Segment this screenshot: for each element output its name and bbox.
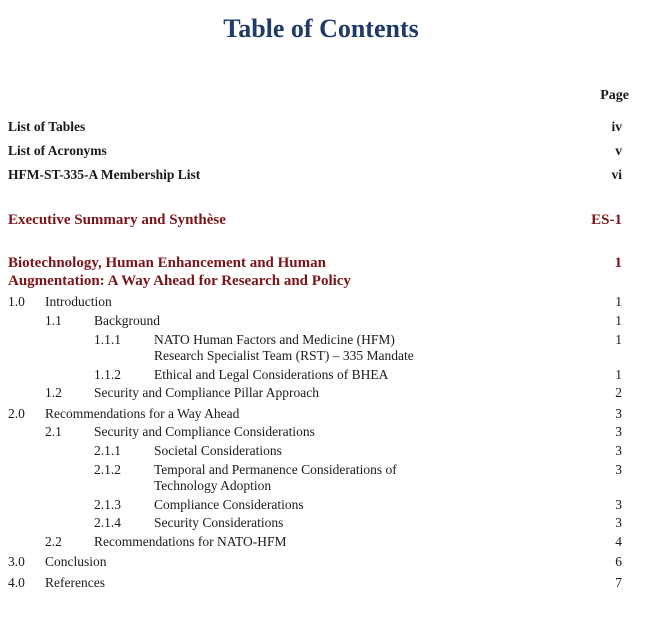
toc-entry-label: Temporal and Permanence Considerations of [154,462,397,477]
toc-entry-label: Ethical and Legal Considerations of BHEA [154,367,389,382]
toc-entry-label: Security and Compliance Considerations [94,424,315,439]
toc-entry-page: 7 [615,575,622,590]
toc-entry-page: 4 [615,534,622,549]
toc-entry-number: 3.0 [8,554,25,569]
toc-entry-label: List of Acronyms [8,143,107,158]
toc-entry-page: 3 [615,424,622,439]
toc-entry-page: 2 [615,385,622,400]
toc-entry-label: Compliance Considerations [154,497,304,512]
toc-entry-number: 2.0 [8,406,25,421]
toc-entry-label: Security Considerations [154,515,284,530]
toc-entry-label: NATO Human Factors and Medicine (HFM) [154,332,395,347]
toc-entry-label: References [45,575,105,590]
toc-entry-number: 1.1.2 [94,367,121,382]
toc-entry-number: 1.1 [45,313,62,328]
toc-entry-page: 1 [615,313,622,328]
toc-entry-label: Societal Considerations [154,443,282,458]
toc-entry-page: iv [611,119,622,134]
toc-entry-number: 1.1.1 [94,332,121,347]
toc-entry-label: Executive Summary and Synthèse [8,212,226,228]
chapter-title-line2: Augmentation: A Way Ahead for Research and Policy [8,273,351,289]
page-title: Table of Contents [223,14,419,43]
toc-entry-number: 1.2 [45,385,62,400]
toc-entry-number: 4.0 [8,575,25,590]
toc-entry-label-cont: Research Specialist Team (RST) – 335 Mandate [154,348,414,363]
toc-entry-page: 3 [615,515,622,530]
toc-entry-page: 1 [615,294,622,309]
toc-entry-page: vi [611,167,622,182]
toc-entry-label: Recommendations for a Way Ahead [45,406,240,421]
toc-entry-page: 1 [615,367,622,382]
page-column-header: Page [600,88,629,103]
toc-entry-page: 1 [614,255,622,271]
toc-entry-label-cont: Technology Adoption [154,478,272,493]
toc-entry-page: 6 [615,554,622,569]
toc-entry-label: List of Tables [8,119,86,134]
toc-entry-number: 2.1 [45,424,62,439]
toc-entry-label: Introduction [45,294,112,309]
toc-entry-number: 2.1.4 [94,515,121,530]
toc-entry-page: ES-1 [591,212,622,228]
toc-entry-number: 2.1.2 [94,462,121,477]
toc-entry-number: 2.1.1 [94,443,121,458]
toc-entry-label: Background [94,313,160,328]
toc-entry-label: Conclusion [45,554,107,569]
toc-entry-page: 3 [615,443,622,458]
toc-entry-label: Recommendations for NATO-HFM [94,534,287,549]
toc-entry-page: v [615,143,622,158]
toc-entry-number: 1.0 [8,294,25,309]
chapter-title-line1: Biotechnology, Human Enhancement and Human [8,255,326,271]
toc-entry-number: 2.2 [45,534,62,549]
toc-entry-page: 3 [615,497,622,512]
toc-entry-page: 3 [615,462,622,477]
toc-entry-page: 3 [615,406,622,421]
toc-entry-label: Security and Compliance Pillar Approach [94,385,319,400]
toc-entry-label: HFM-ST-335-A Membership List [8,167,201,182]
toc-entry-number: 2.1.3 [94,497,121,512]
toc-entry-page: 1 [615,332,622,347]
